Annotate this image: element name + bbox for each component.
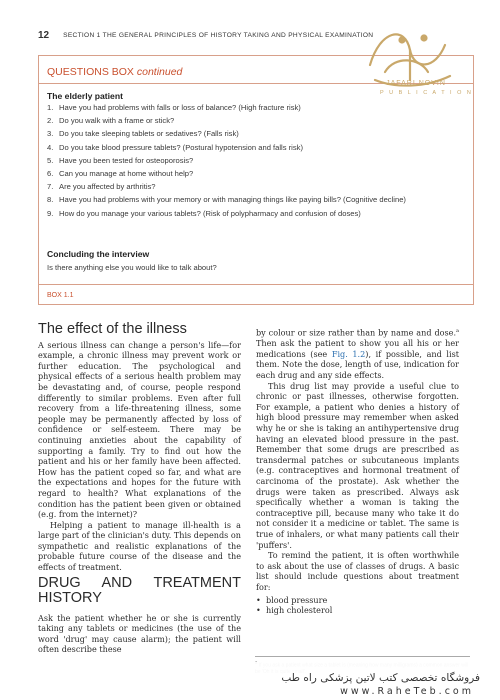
question-number: 9. <box>47 208 54 218</box>
box-title-continued: continued <box>136 66 183 78</box>
question-text: Do you take blood pressure tablets? (Postural hypotension and falls risk) <box>59 142 303 152</box>
box-title-text: QUESTIONS BOX <box>47 66 134 78</box>
medication-text-b: Then ask the patient to show you all his or her medications (see <box>256 338 459 359</box>
question-item <box>47 156 467 167</box>
question-item <box>47 209 467 220</box>
box-label: BOX 1.1 <box>47 292 74 299</box>
questions-box-title <box>47 66 182 78</box>
box-footer-divider <box>39 284 473 285</box>
medication-text-a: by colour or size rather than by name and dose. <box>256 327 457 338</box>
concluding-question: Is there anything else you would like to talk about? <box>47 263 217 272</box>
treatment-item: • high cholesterol <box>256 605 459 616</box>
publisher-logo <box>350 10 470 120</box>
question-number: 2. <box>47 116 54 126</box>
treatment-list <box>256 595 459 616</box>
question-number: 7. <box>47 182 54 192</box>
figure-link[interactable]: Fig. 1.2 <box>331 348 366 359</box>
elderly-heading: The elderly patient <box>47 91 123 101</box>
running-header <box>38 30 373 41</box>
logo-subtitle: P U B L I C A T I O N <box>380 90 473 96</box>
question-item <box>47 129 467 140</box>
question-number: 5. <box>47 155 54 165</box>
question-number: 4. <box>47 142 54 152</box>
medication-paragraph-2: This drug list may provide a useful clue to chronic or past illnesses, otherwise forgotten. For example, a patient who denies a history of high blood pressure may remember when asked why he or she is taking an antihypertensive drug having an elevated blood pressure in the past. Remember that some drugs are prescribed as transdermal patches or subcutaneous implants (e.g. contraceptives and hormonal treatment of carcinoma of the prostate). Ask whether the drugs were taken as prescribed. Always ask specifically whether a woman is taking the contraceptive pill, because many who take it do not consider it a medicine or tablet. The same is true of inhalers, or what many patients call their 'puffers'. <box>256 380 459 550</box>
question-item <box>47 169 467 180</box>
logo-name: JAFARI NOVIN <box>386 80 446 87</box>
question-item <box>47 182 467 193</box>
question-text: Do you walk with a frame or stick? <box>59 116 175 126</box>
banner-url: www.RaheTeb.com <box>340 686 474 697</box>
medication-paragraph-1 <box>256 326 459 381</box>
question-number: 6. <box>47 168 54 178</box>
question-text: Do you take sleeping tablets or sedatives? (Falls risk) <box>59 129 239 139</box>
page-number: 12 <box>38 30 50 41</box>
effect-heading: The effect of the illness <box>38 321 187 337</box>
treatment-item: • blood pressure <box>256 595 459 606</box>
question-item <box>47 195 467 206</box>
footnote-ref: a <box>456 328 459 334</box>
effect-paragraph-1: A serious illness can change a person's life—for example, a chronic illness may prevent work or further education. The psychological and physical effects of a serious health problem may be devastating and, of course, people respond differently to similar problems. Even after full recovery from a life-threatening illness, some people may be permanently affected by loss of confidence or self-esteem. There may be continuing anxieties about the capability of supporting a family. Try to find out how the patient and his or her family have been affected. How has the patient coped so far, and what are the expectations and hopes for the future with regard to health? What explanations of the condition has the patient been given or obtained (e.g. from the internet)? <box>38 339 241 520</box>
effect-paragraph-2: Helping a patient to manage ill-health is a large part of the clinician's duty. This depends on sympathetic and realistic explanations of the probable future course of the disease and the effects of treatment. <box>38 519 241 573</box>
question-number: 8. <box>47 195 54 205</box>
question-number: 3. <box>47 129 54 139</box>
section-title: SECTION 1 THE GENERAL PRINCIPLES OF HISTORY TAKING AND PHYSICAL EXAMINATION <box>63 32 374 39</box>
medication-text-c: ), if possible, and list them. Note the dose, length of use, indication for each drug and any side effects. <box>256 348 460 381</box>
question-list <box>47 103 467 222</box>
concluding-heading: Concluding the interview <box>47 249 150 259</box>
left-column <box>38 321 241 655</box>
question-text: Have you been tested for osteoporosis? <box>59 155 194 165</box>
question-item <box>47 143 467 154</box>
question-text: How do you manage your various tablets? (Risk of polypharmacy and confusion of doses) <box>59 208 361 218</box>
question-text: Have you had problems with your memory or with managing things like paying bills? (Cognitive decline) <box>59 195 406 205</box>
right-column <box>256 326 459 616</box>
drug-history-paragraph: Ask the patient whether he or she is currently taking any tablets or medicines (the use of the word 'drug' may cause alarm); the patient will often describe these <box>38 612 241 655</box>
drug-history-heading: DRUG AND TREATMENT HISTORY <box>38 574 241 606</box>
question-number: 1. <box>47 103 54 112</box>
question-text: Have you had problems with falls or loss of balance? (High fracture risk) <box>59 103 301 112</box>
banner-store-name: فروشگاه تخصصی کتب لاتین پزشکی راه طب <box>281 672 480 684</box>
question-text: Are you affected by arthritis? <box>59 182 156 192</box>
question-text: Can you manage at home without help? <box>59 168 194 178</box>
medication-paragraph-3: To remind the patient, it is often worthwhile to ask about the use of classes of drugs. A basic list should include questions about treatment for: <box>256 550 459 592</box>
